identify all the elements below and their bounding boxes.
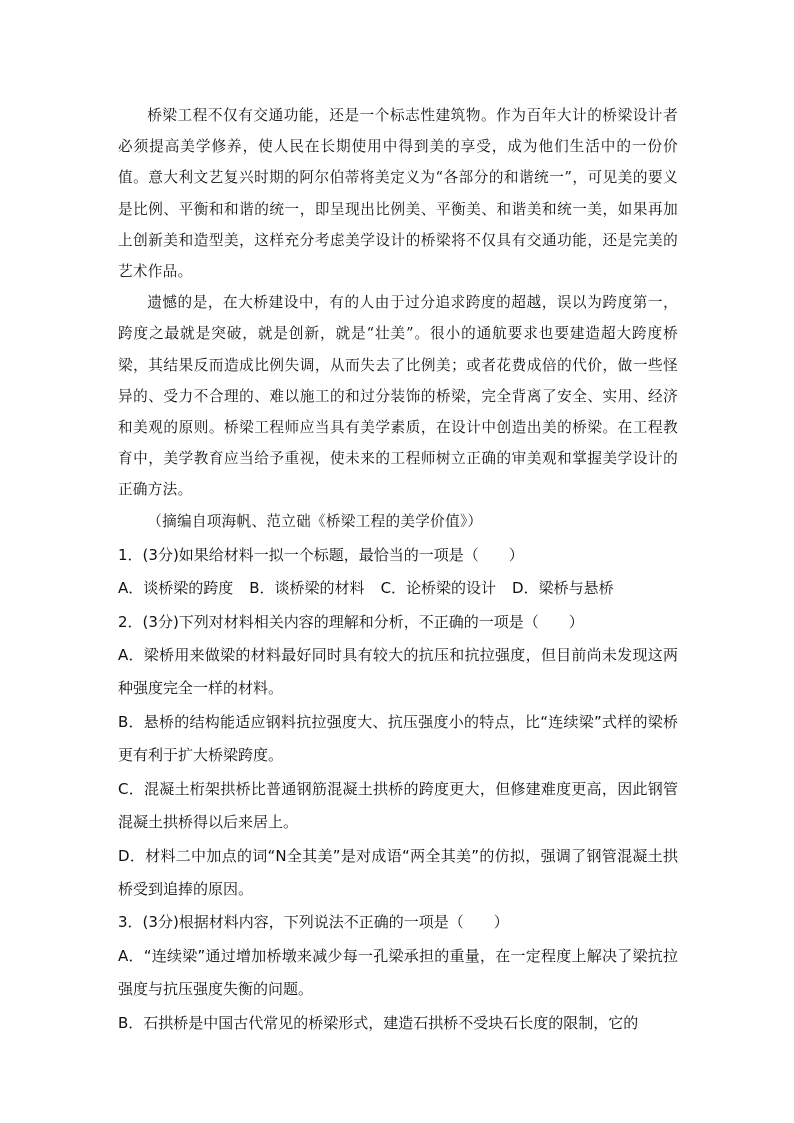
passage-source: （摘编自项海帆、范立础《桥梁工程的美学价值》） xyxy=(147,512,483,530)
passage-paragraph-1: 桥梁工程不仅有交通功能，还是一个标志性建筑物。作为百年大计的桥梁设计者必须提高美学修养，使人民在长期使用中得到美的享受，成为他们生活中的一份价值。意大利文艺复兴时期的阿尔伯蒂将美定义为“各部分的和谐统一”，可见美的要义是比例、平衡和和谐的统一，即呈现出比例美、平衡美、和谐美和统一美，如果再加上创新美和造型美，这样充分考虑美学设计的桥梁将不仅具有交通功能，还是完美的艺术作品。 xyxy=(118,107,678,281)
question-1-options xyxy=(118,572,678,605)
page-content xyxy=(118,100,678,1040)
question-2 xyxy=(118,606,678,907)
reading-passage xyxy=(118,100,678,537)
question-1-option-d: D．梁桥与悬桥 xyxy=(512,579,614,598)
question-2-option-c: C．混凝土桁架拱桥比普通钢筋混凝土拱桥的跨度更大，但修建难度更高，因此钢管混凝土拱桥得以后来居上。 xyxy=(118,779,678,832)
question-1-option-c: C．论桥梁的设计 xyxy=(380,579,497,598)
question-3 xyxy=(118,906,678,1040)
question-3-option-b: B．石拱桥是中国古代常见的桥梁形式，建造石拱桥不受块石长度的限制，它的 xyxy=(118,1013,639,1032)
passage-paragraph-2: 遗憾的是，在大桥建设中，有的人由于过分追求跨度的超越，误以为跨度第一，跨度之最就是突破，就是创新，就是“壮美”。很小的通航要求也要建造超大跨度桥梁，其结果反而造成比例失调，从而失去了比例美；或者花费成倍的代价，做一些怪异的、受力不合理的、难以施工的和过分装饰的桥梁，完全背离了安全、实用、经济和美观的原则。桥梁工程师应当具有美学素质，在设计中创造出美的桥梁。在工程教育中，美学教育应当给予重视，使未来的工程师树立正确的审美观和掌握美学设计的正确方法。 xyxy=(118,294,678,499)
question-2-option-b: B．悬桥的结构能适应钢料抗拉强度大、抗压强度小的特点，比“连续梁”式样的梁桥更有利于扩大桥梁跨度。 xyxy=(118,712,678,765)
question-2-option-a: A．梁桥用来做梁的材料最好同时具有较大的抗压和抗拉强度，但目前尚未发现这两种强度完全一样的材料。 xyxy=(118,646,678,698)
question-2-stem: 2．(3分)下列对材料相关内容的理解和分析，不正确的一项是（ ） xyxy=(118,612,584,631)
question-list xyxy=(118,539,678,1040)
question-1-stem: 1．(3分)如果给材料一拟一个标题，最恰当的一项是（ ） xyxy=(118,545,524,564)
question-2-option-d: D．材料二中加点的词“N全其美”是对成语“两全其美”的仿拟，强调了钢管混凝土拱桥受到追捧的原因。 xyxy=(118,846,678,898)
question-1-option-b: B．谈桥梁的材料 xyxy=(249,579,365,598)
question-1-option-a: A．谈桥梁的跨度 xyxy=(118,579,234,598)
question-3-stem: 3．(3分)根据材料内容，下列说法不正确的一项是（ ） xyxy=(118,913,509,932)
question-3-option-a: A．“连续梁”通过增加桥墩来减少每一孔梁承担的重量，在一定程度上解决了梁抗拉强度与抗压强度失衡的问题。 xyxy=(118,946,678,999)
question-1 xyxy=(118,539,678,606)
